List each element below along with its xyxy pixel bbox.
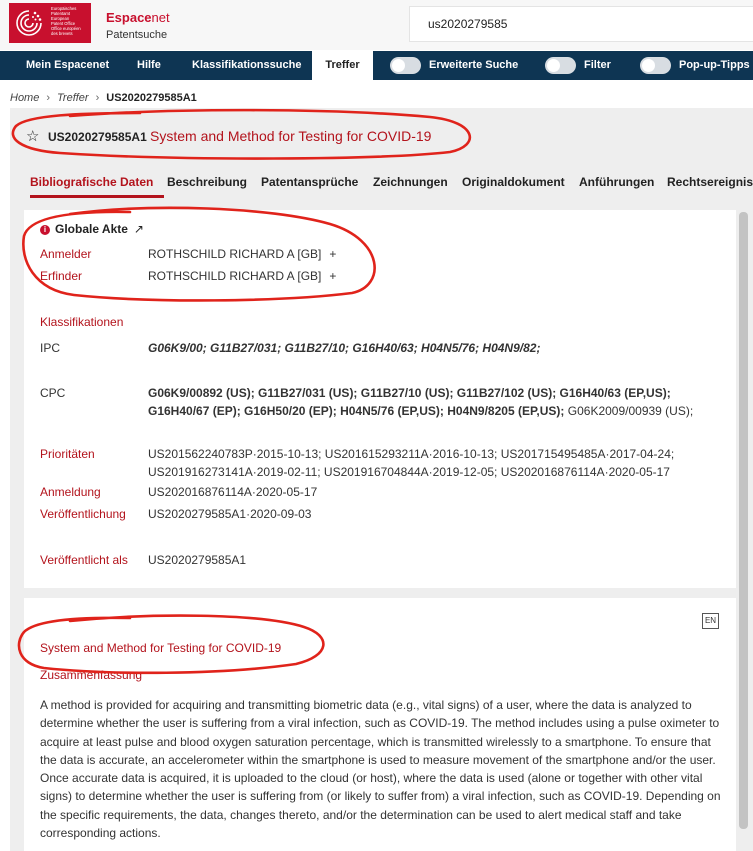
breadcrumb-current: US2020279585A1 bbox=[106, 92, 197, 104]
applicant-name[interactable]: ROTHSCHILD RICHARD A [GB] bbox=[148, 247, 322, 261]
app-subtitle: Patentsuche bbox=[106, 29, 168, 41]
document-tabs bbox=[10, 165, 753, 199]
search-box[interactable] bbox=[409, 6, 753, 42]
toggle-knob bbox=[392, 59, 405, 72]
inventor-value bbox=[148, 267, 336, 285]
ipc-value[interactable]: G06K9/00; G11B27/031; G11B27/10; G16H40/63; H04N5/76; H04N9/82; bbox=[148, 341, 541, 355]
toggle-filter[interactable] bbox=[545, 57, 576, 74]
global-file-link[interactable]: i Globale Akte ↗ bbox=[40, 222, 144, 236]
document-header bbox=[10, 108, 753, 165]
header-bar bbox=[0, 0, 753, 50]
nav-item-hilfe[interactable]: Hilfe bbox=[137, 59, 161, 71]
toggle-erweiterte-suche[interactable] bbox=[390, 57, 421, 74]
abstract-text: A method is provided for acquiring and transmitting biometric data (e.g., vital signs) of a user, where the data is analyzed to determine whether the user is suffering from a viral infection, such as COVID-19. The method includes using a pulse oximeter to acquire at least pulse and blood oxygen saturation percentage, which is transmitted wirelessly to a smartphone. To ensure that the data is accurate, an accelerometer within the smartphone is used to measure movement of the smartphone and/or the user. Once accurate data is acquired, it is uploaded to the cloud (or host), where the data is used (alone or together with other vital signs) to determine whether the user is suffering from (or likely to suffer from) a viral infection, such as COVID-19. Depending on the specific requirements, the data, changes thereto, and/or the determination can be used to alert medical staff and take corresponding actions. bbox=[40, 698, 721, 841]
published-as-label: Veröffentlicht als bbox=[40, 553, 128, 567]
abstract-title: System and Method for Testing for COVID-19 bbox=[40, 641, 282, 655]
abstract-label: Zusammenfassung bbox=[40, 668, 143, 682]
toggle-knob bbox=[547, 59, 560, 72]
toggle-popup-tipps[interactable] bbox=[640, 57, 671, 74]
application-label: Anmeldung bbox=[40, 485, 101, 499]
inventor-label: Erfinder bbox=[40, 269, 83, 283]
priorities-label: Prioritäten bbox=[40, 447, 95, 461]
search-input[interactable] bbox=[410, 7, 753, 41]
publication-value: US2020279585A1·2020-09-03 bbox=[148, 507, 312, 521]
toggle-label-erweiterte-suche[interactable]: Erweiterte Suche bbox=[429, 59, 519, 71]
tab-zeichnungen[interactable]: Zeichnungen bbox=[373, 175, 448, 189]
cpc-line bbox=[148, 402, 693, 420]
active-tab-indicator bbox=[30, 195, 164, 198]
tab-originaldokument[interactable]: Originaldokument bbox=[462, 175, 565, 189]
tab-bibliografische-daten[interactable]: Bibliografische Daten bbox=[30, 175, 154, 189]
breadcrumb-home[interactable]: Home bbox=[10, 92, 40, 104]
star-icon[interactable]: ☆ bbox=[26, 128, 40, 145]
priorities-line[interactable]: US201916273141A·2019-02-11; US201916704844A·2019-12-05; US202016876114A·2020-05-17 bbox=[148, 465, 670, 479]
applicant-label: Anmelder bbox=[40, 247, 92, 261]
priorities-line[interactable]: US201562240783P·2015-10-13; US201615293211A·2016-10-13; US201715495485A·2017-04-24; bbox=[148, 447, 675, 461]
published-as-value[interactable]: US2020279585A1 bbox=[148, 553, 247, 567]
breadcrumb bbox=[10, 92, 197, 104]
cpc-value bbox=[148, 384, 693, 420]
chevron-right-icon: › bbox=[46, 92, 51, 104]
tab-rechtsereignisse[interactable]: Rechtsereignis bbox=[667, 175, 753, 189]
breadcrumb-treffer[interactable]: Treffer bbox=[57, 92, 89, 104]
cpc-line-bold[interactable]: G16H40/67 (EP); G16H50/20 (EP); H04N5/76 (EP,US); H04N9/8205 (EP,US); bbox=[148, 404, 565, 418]
cpc-line-plain[interactable]: G06K2009/00939 (US); bbox=[567, 404, 694, 418]
cpc-label: CPC bbox=[40, 386, 66, 400]
scrollbar[interactable] bbox=[739, 212, 748, 829]
document-title: System and Method for Testing for COVID-19 bbox=[150, 128, 432, 144]
expand-plus-icon[interactable]: + bbox=[329, 247, 337, 261]
toggle-label-filter[interactable]: Filter bbox=[584, 59, 611, 71]
document-number: US2020279585A1 bbox=[48, 130, 147, 144]
external-link-icon: ↗ bbox=[133, 222, 144, 236]
epo-logo-text: Europäisches Patentamt European Patent Office Office européen des brevets bbox=[51, 6, 81, 37]
epo-logo[interactable] bbox=[9, 3, 91, 43]
nav-item-treffer[interactable]: Treffer bbox=[312, 51, 373, 80]
toggle-knob bbox=[642, 59, 655, 72]
expand-plus-icon[interactable]: + bbox=[329, 269, 337, 283]
toggle-label-popup-tipps[interactable]: Pop-up-Tipps bbox=[679, 59, 750, 71]
publication-label: Veröffentlichung bbox=[40, 507, 126, 521]
chevron-right-icon: › bbox=[95, 92, 100, 104]
nav-item-klassifikationssuche[interactable]: Klassifikationssuche bbox=[192, 59, 302, 71]
main-nav bbox=[0, 51, 753, 80]
inventor-name[interactable]: ROTHSCHILD RICHARD A [GB] bbox=[148, 269, 322, 283]
language-badge[interactable]: EN bbox=[702, 613, 719, 629]
priorities-value bbox=[148, 445, 674, 481]
cpc-line[interactable]: G06K9/00892 (US); G11B27/031 (US); G11B27/10 (US); G11B27/102 (US); G16H40/63 (EP,US); bbox=[148, 386, 671, 400]
ipc-label: IPC bbox=[40, 341, 61, 355]
tab-anfuehrungen[interactable]: Anführungen bbox=[579, 175, 655, 189]
info-icon: i bbox=[40, 225, 50, 235]
app-title[interactable]: Espacenet bbox=[106, 10, 170, 25]
applicant-value bbox=[148, 245, 336, 263]
tab-beschreibung[interactable]: Beschreibung bbox=[167, 175, 248, 189]
classifications-label: Klassifikationen bbox=[40, 315, 124, 329]
application-value: US202016876114A·2020-05-17 bbox=[148, 485, 318, 499]
epo-logo-icon bbox=[13, 7, 45, 39]
tab-patentansprueche[interactable]: Patentansprüche bbox=[261, 175, 359, 189]
nav-item-mein-espacenet[interactable]: Mein Espacenet bbox=[26, 59, 110, 71]
